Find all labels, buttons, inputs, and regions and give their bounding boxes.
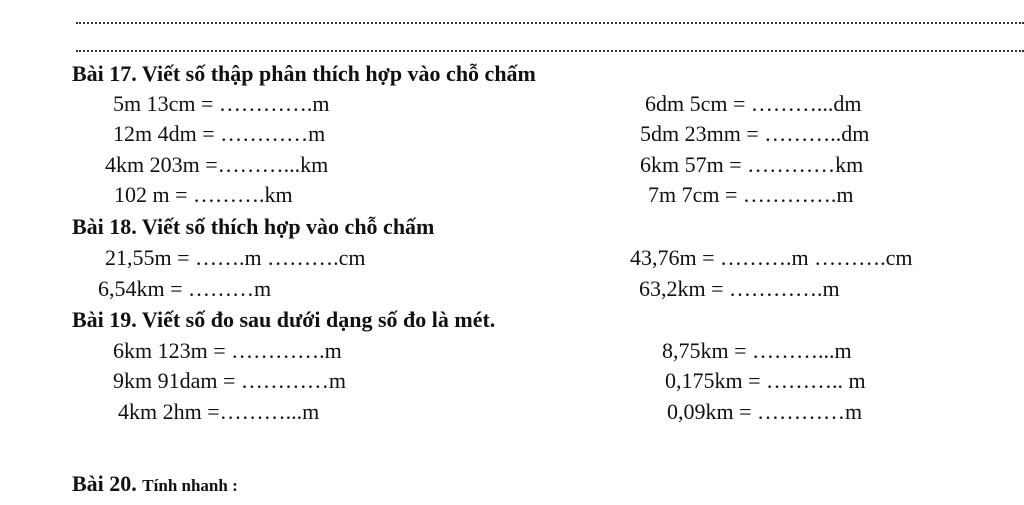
bai17-heading: Bài 17. Viết số thập phân thích hợp vào chỗ chấm bbox=[72, 61, 536, 86]
bai17-item-7: 6km 57m = …………km bbox=[640, 152, 864, 177]
bai17-item-1: 5m 13cm = ………….m bbox=[113, 91, 330, 116]
bai20-number: Bài 20. bbox=[72, 471, 137, 496]
bai17-item-5: 6dm 5cm = ………...dm bbox=[645, 91, 862, 116]
answer-dotted-line-2 bbox=[76, 50, 1024, 52]
bai20-heading bbox=[72, 471, 238, 499]
bai17-item-2: 12m 4dm = …………m bbox=[113, 121, 326, 146]
bai20-title: Tính nhanh : bbox=[142, 476, 238, 495]
bai18-item-3: 43,76m = ……….m ……….cm bbox=[630, 245, 913, 270]
bai18-item-4: 63,2km = ………….m bbox=[639, 276, 840, 301]
bai19-item-5: 0,175km = ……….. m bbox=[665, 368, 866, 393]
bai17-item-4: 102 m = ……….km bbox=[114, 182, 293, 207]
bai18-item-2: 6,54km = ………m bbox=[98, 276, 272, 301]
bai17-item-6: 5dm 23mm = ………..dm bbox=[640, 121, 870, 146]
answer-dotted-line-1 bbox=[76, 22, 1024, 24]
bai19-item-2: 9km 91dam = …………m bbox=[113, 368, 347, 393]
bai19-item-6: 0,09km = …………m bbox=[667, 399, 863, 424]
bai18-heading: Bài 18. Viết số thích hợp vào chỗ chấm bbox=[72, 214, 435, 239]
bai19-item-3: 4km 2hm =………...m bbox=[118, 399, 320, 424]
bai17-item-3: 4km 203m =………...km bbox=[105, 152, 329, 177]
bai19-item-4: 8,75km = ………...m bbox=[662, 338, 852, 363]
bai17-item-8: 7m 7cm = ………….m bbox=[648, 182, 854, 207]
bai19-heading: Bài 19. Viết số đo sau dưới dạng số đo là mét. bbox=[72, 307, 496, 332]
bai19-item-1: 6km 123m = ………….m bbox=[113, 338, 342, 363]
bai18-item-1: 21,55m = …….m ……….cm bbox=[105, 245, 366, 270]
